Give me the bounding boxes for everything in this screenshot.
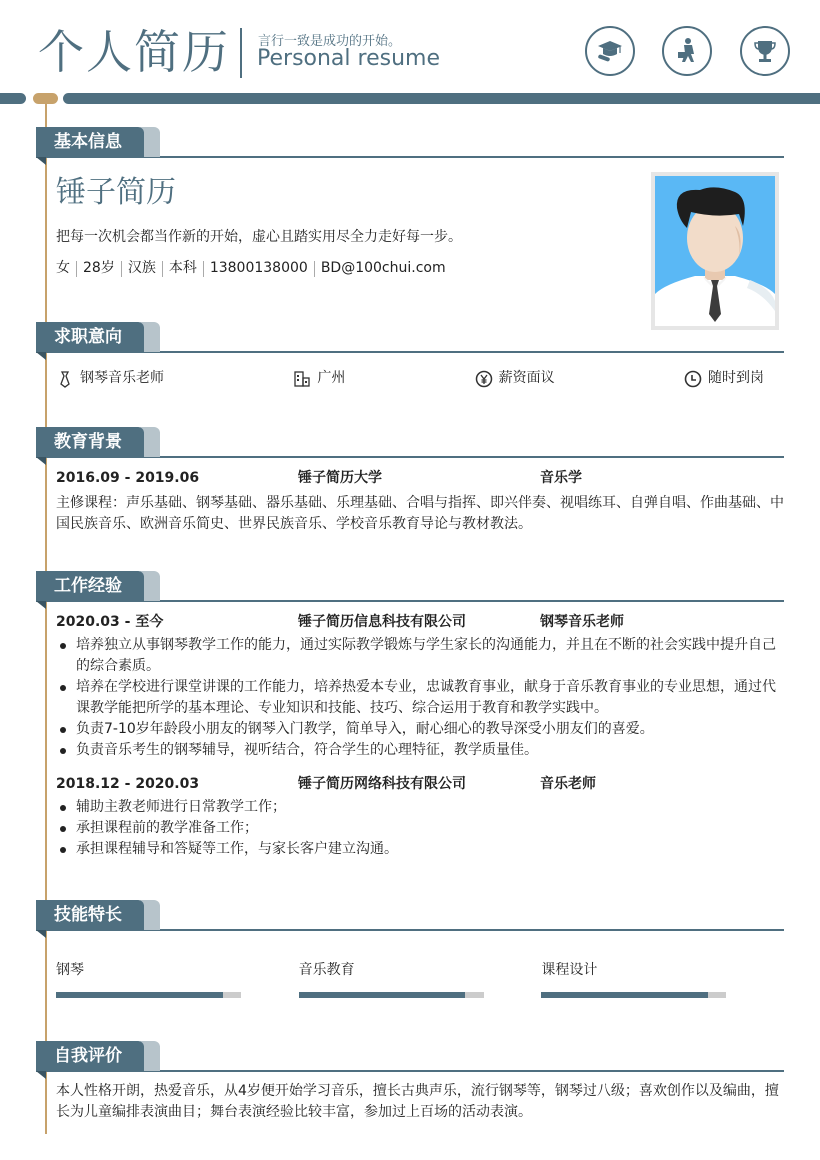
phone: 13800138000 [209,260,308,276]
skill-fill [56,992,223,998]
skill-bar [541,992,726,998]
section-self-evaluation [36,1041,784,1123]
skill-fill [541,992,708,998]
intent-city [293,368,345,389]
education-major: 音乐学 [540,470,582,486]
email: BD@100chui.com [320,260,446,276]
skill-item [541,960,784,998]
intent-availability [684,368,764,389]
intent-label: 随时到岗 [707,370,764,386]
job-period: 2018.12 - 2020.03 [56,776,200,792]
section-fold [36,601,46,609]
section-fold [36,930,46,938]
self-evaluation-text: 本人性格开朗，热爱音乐，从4岁便开始学习音乐，擅长古典声乐，流行钢琴等，钢琴过八级；喜欢创作以及编曲，擅长为儿童编排表演曲目；舞台表演经验比较丰富，参加过上百场的活动表演。 [56,1083,779,1120]
section-title: 技能特长 [36,900,144,930]
intent-label: 钢琴音乐老师 [80,370,164,386]
building-icon [293,370,311,388]
skill-label: 音乐教育 [298,962,355,978]
job-row [56,773,784,795]
ethnicity: 汉族 [127,260,156,276]
job-duties [56,635,784,761]
job-position: 音乐老师 [540,776,596,792]
intent-label: 薪资面议 [498,370,555,386]
header-bar-main [63,93,820,104]
job-row [56,611,784,633]
section-work-experience [36,571,784,860]
trophy-icon [740,26,790,76]
section-header [36,322,784,354]
job-duties [56,797,784,860]
intent-label: 广州 [317,370,346,386]
skill-bar [299,992,484,998]
section-fold [36,457,46,465]
section-fold [36,1071,46,1079]
yen-icon [475,370,493,388]
candidate-motto: 把每一次机会都当作新的开始，虚心且踏实用尽全力走好每一步。 [56,229,462,245]
list-item: 承担课程前的教学准备工作； [56,818,784,839]
section-fold [36,352,46,360]
education-school: 锤子简历大学 [298,470,382,486]
skill-item [56,960,299,998]
section-job-intent [36,322,784,389]
skill-bar [56,992,241,998]
gender: 女 [56,260,70,276]
job-company: 锤子简历网络科技有限公司 [298,776,466,792]
skill-label: 钢琴 [56,962,84,978]
resume-header [0,0,820,110]
list-item: 承担课程辅导和答疑等工作，与家长客户建立沟通。 [56,839,784,860]
clock-icon [684,370,702,388]
page-subtitle: Personal resume [257,46,440,71]
section-header [36,427,784,459]
section-title: 自我评价 [36,1041,144,1071]
businessman-walking-icon [662,26,712,76]
list-item: 辅助主教老师进行日常教学工作； [56,797,784,818]
age: 28岁 [83,260,115,276]
header-bar-accent [33,93,58,104]
section-education [36,427,784,535]
candidate-name: 锤子简历 [56,175,176,210]
section-skills [36,900,784,998]
section-title: 基本信息 [36,127,144,157]
title-divider [240,28,242,78]
job-company: 锤子简历信息科技有限公司 [298,614,466,630]
graduation-cap-icon [585,26,635,76]
list-item: 培养在学校进行课堂讲课的工作能力，培养热爱本专业，忠诚教育事业，献身于音乐教育事业的专业思想，通过代课教学能把所学的基本理论、专业知识和技能、技巧、综合运用于教育和教学实践中。 [56,677,784,719]
header-bar-left [0,93,26,104]
education-row [56,467,784,489]
skill-item [299,960,542,998]
section-title: 教育背景 [36,427,144,457]
section-fold [36,157,46,165]
slogan: 言行一致是成功的开始。 [258,34,402,49]
intent-position [56,368,164,389]
job-position: 钢琴音乐老师 [540,614,624,630]
intent-salary [475,368,555,389]
page-title: 个人简历 [38,25,230,79]
section-header [36,571,784,603]
intent-row [56,368,784,389]
avatar [651,172,779,330]
list-item: 负责音乐考生的钢琴辅导，视听结合，符合学生的心理特征，教学质量佳。 [56,740,784,761]
skills-list [56,960,784,998]
education-courses: 主修课程：声乐基础、钢琴基础、器乐基础、乐理基础、合唱与指挥、即兴伴奏、视唱练耳、自弹自唱、作曲基础、中国民族音乐、欧洲音乐简史、世界民族音乐、学校音乐教育导论与教材教法。 [56,495,784,532]
list-item: 培养独立从事钢琴教学工作的能力，通过实际教学锻炼与学生家长的沟通能力，并且在不断的社会实践中提升自己的综合素质。 [56,635,784,677]
skill-fill [299,992,466,998]
job-period: 2020.03 - 至今 [56,614,164,630]
section-header [36,127,784,159]
section-header [36,900,784,932]
section-title: 工作经验 [36,571,144,601]
section-title: 求职意向 [36,322,144,352]
list-item: 负责7-10岁年龄段小朋友的钢琴入门教学，简单导入，耐心细心的教导深受小朋友们的喜爱。 [56,719,784,740]
education-period: 2016.09 - 2019.06 [56,470,200,486]
skill-label: 课程设计 [541,962,598,978]
section-header [36,1041,784,1073]
tie-icon [56,370,74,388]
degree: 本科 [168,260,197,276]
